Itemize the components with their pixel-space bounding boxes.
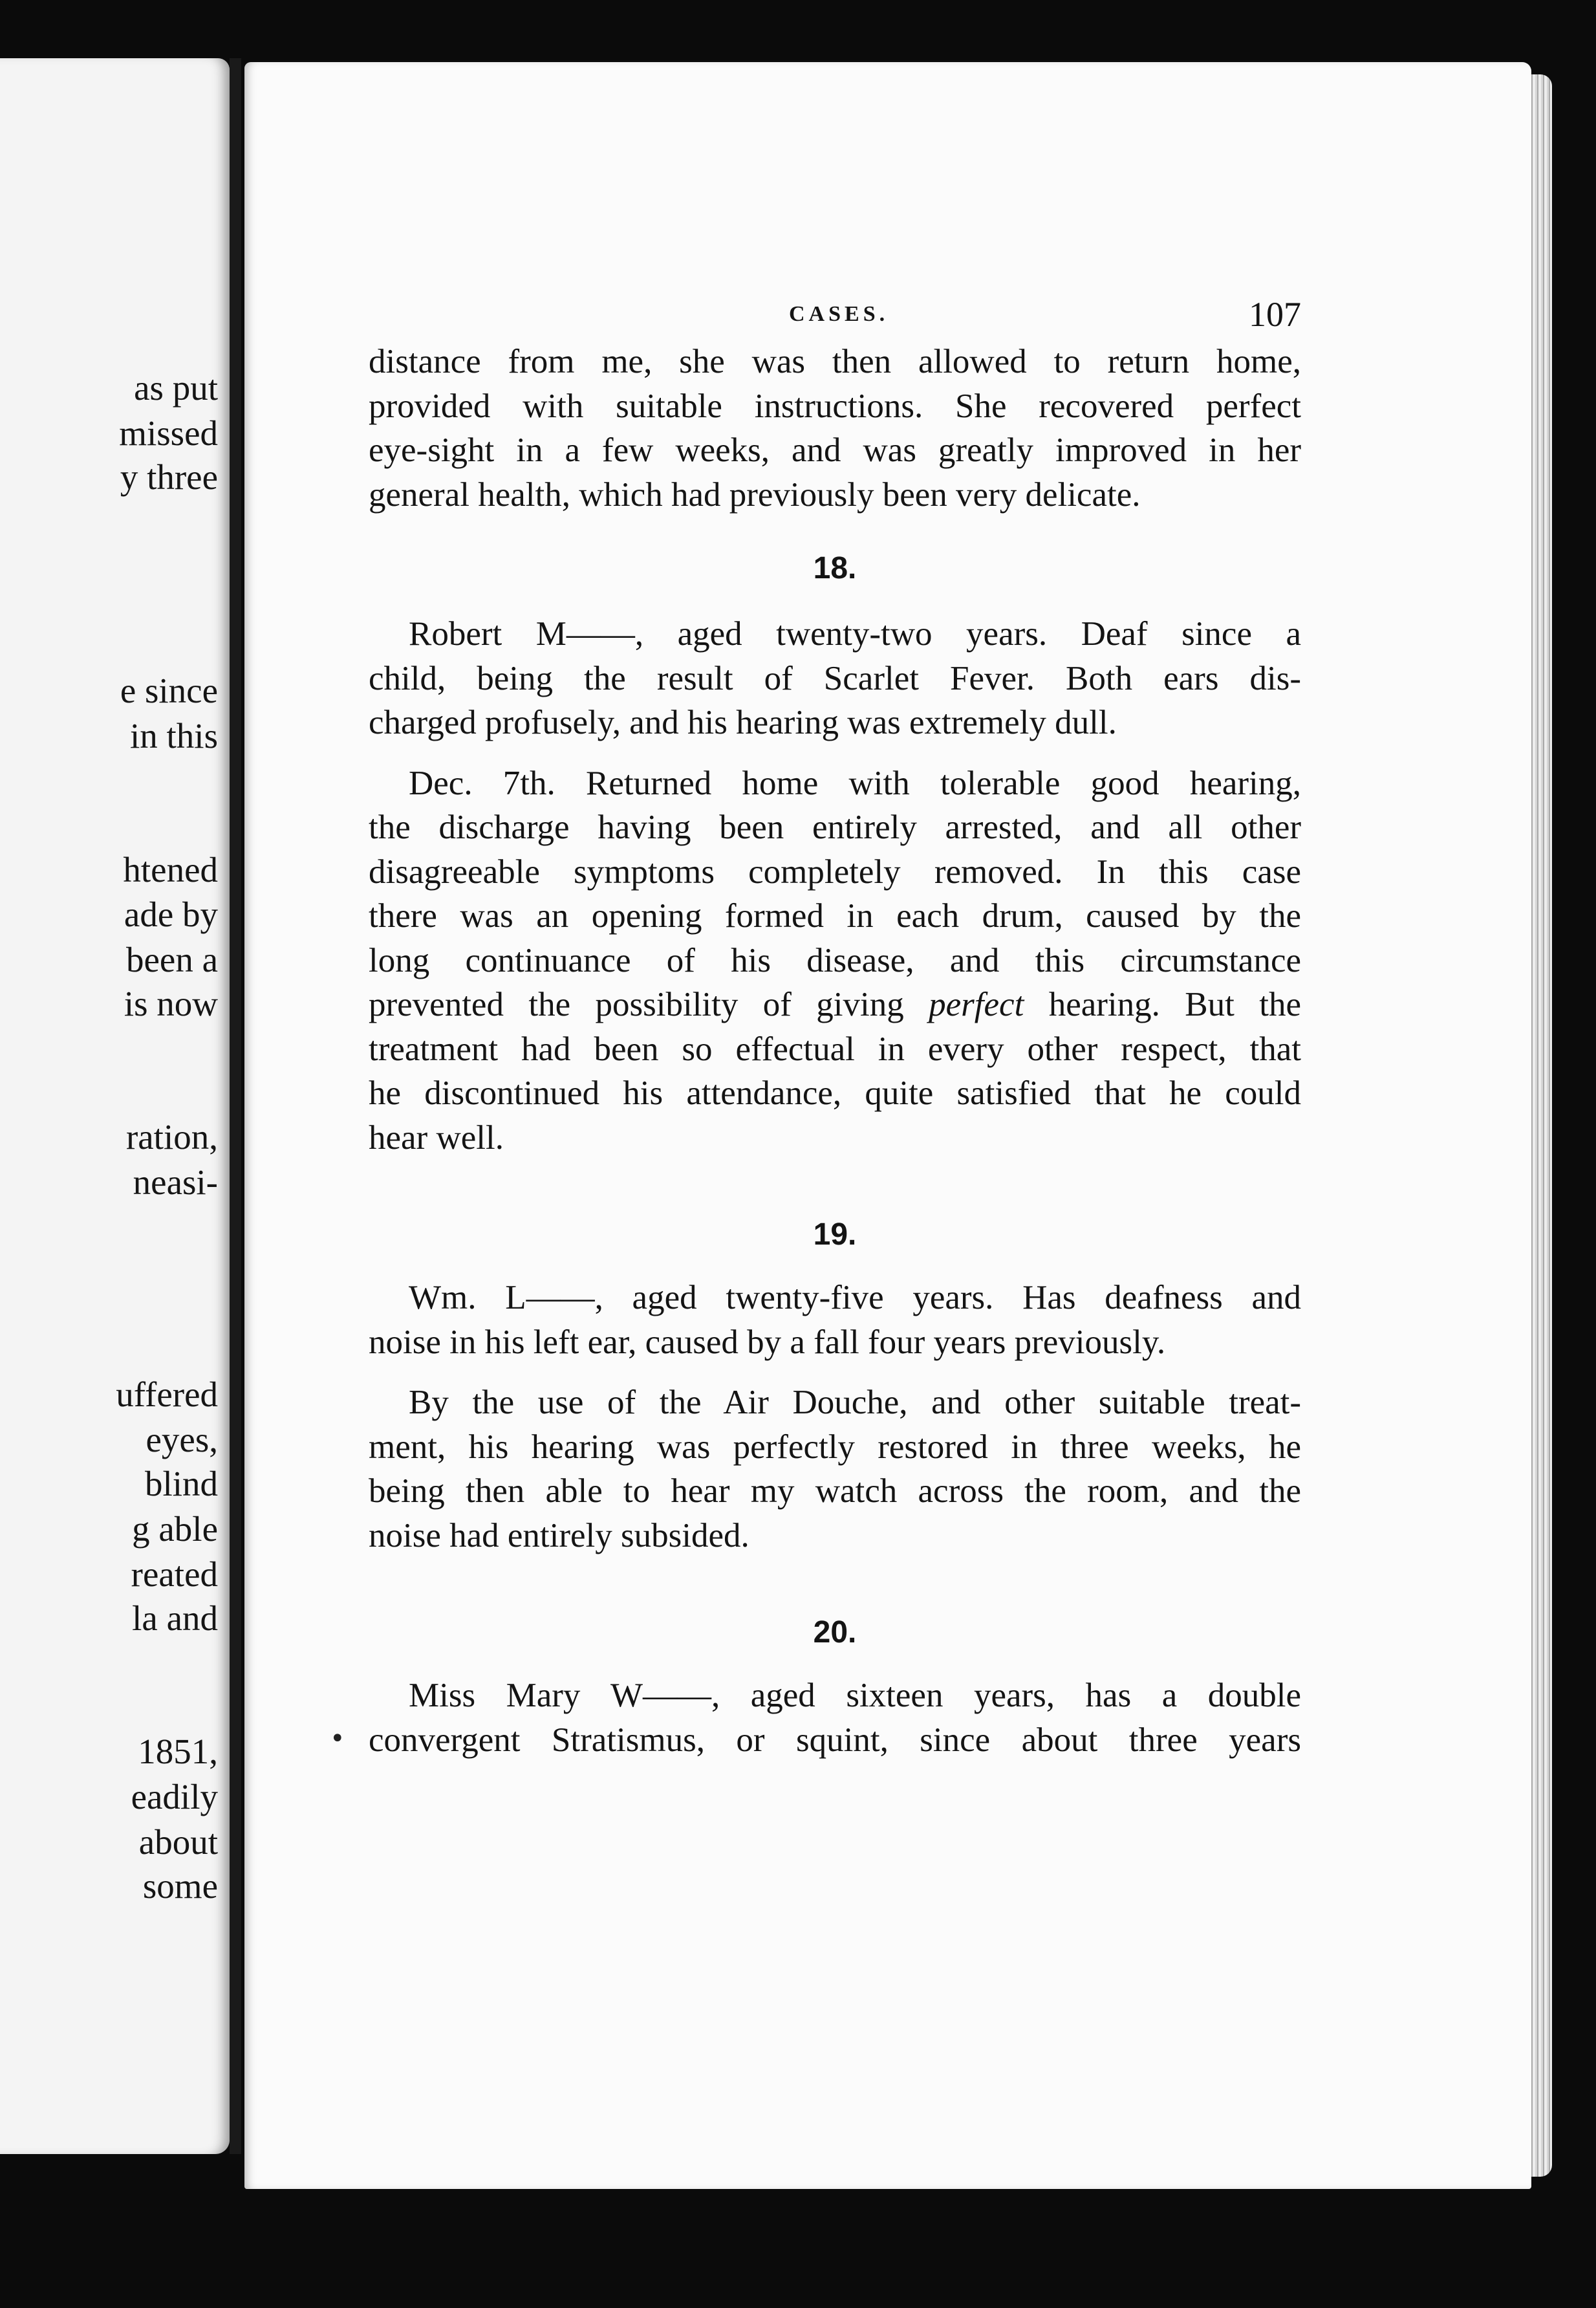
page-number: 107 — [1249, 295, 1301, 334]
text-line: the discharge having been entirely arrested, and all other — [369, 809, 1301, 846]
text-line: provided with suitable instructions. She recovered perfect — [369, 387, 1301, 425]
case-20-paragraph-1 — [369, 1673, 1301, 1762]
left-page-fragment: about — [138, 1822, 218, 1862]
text-line: charged profusely, and his hearing was extremely dull. — [369, 704, 1117, 741]
text-line: Dec. 7th. Returned home with tolerable good hearing, — [409, 764, 1301, 802]
left-page-fragment: ration, — [125, 1117, 218, 1157]
running-header — [369, 294, 1301, 340]
text-line: noise in his left ear, caused by a fall four years previously. — [369, 1323, 1166, 1361]
left-page-fragment: 1851, — [138, 1732, 218, 1771]
left-facing-page — [0, 58, 230, 2154]
left-page-fragment: la and — [132, 1598, 218, 1638]
left-page-fragment: is now — [124, 984, 218, 1023]
case-19-paragraph-1 — [369, 1276, 1301, 1364]
case-18-paragraph-2 — [369, 761, 1301, 1160]
text-line: general health, which had previously been very delicate. — [369, 475, 1141, 514]
margin-mark: • — [330, 1724, 345, 1754]
left-page-fragment: been a — [126, 940, 218, 979]
case-number-18: 18. — [813, 551, 857, 585]
text-line: eye-sight in a few weeks, and was greatly improved in her — [369, 431, 1301, 469]
text-line: hear well. — [369, 1118, 504, 1157]
text-line: prevented the possibility of giving perfect hearing. But the — [369, 986, 1301, 1023]
text-line: child, being the result of Scarlet Fever. Both ears dis- — [369, 659, 1301, 697]
text-line: Robert M——, aged twenty-two years. Deaf since a — [409, 615, 1301, 653]
left-page-fragment: e since — [120, 671, 218, 710]
running-head-title: CASES. — [789, 302, 889, 326]
left-page-fragment: eyes, — [146, 1420, 218, 1459]
case-number-19: 19. — [813, 1217, 857, 1252]
text-line: By the use of the Air Douche, and other suitable treat- — [409, 1384, 1301, 1421]
emphasis: perfect — [929, 986, 1024, 1023]
case-19-paragraph-2 — [369, 1380, 1301, 1558]
left-page-fragment: g able — [132, 1509, 218, 1549]
text-line: Wm. L——, aged twenty-five years. Has deafness and — [409, 1279, 1301, 1316]
left-page-fragment: eadily — [131, 1777, 218, 1816]
text-line: he discontinued his attendance, quite satisfied that he could — [369, 1074, 1301, 1112]
left-page-fragment: reated — [131, 1554, 218, 1594]
left-page-fragment: as put — [134, 368, 218, 408]
left-page-fragment: uffered — [116, 1375, 218, 1414]
text-line: being then able to hear my watch across the room, and the — [369, 1472, 1301, 1510]
text-line: disagreeable symptoms completely removed. In this case — [369, 853, 1301, 891]
left-page-fragment: some — [142, 1866, 218, 1906]
book-spine-gutter — [230, 58, 241, 2154]
left-page-fragment: blind — [144, 1464, 218, 1503]
text-line: ment, his hearing was perfectly restored in three weeks, he — [369, 1428, 1301, 1466]
left-page-fragment: in this — [130, 716, 218, 756]
text-line: noise had entirely subsided. — [369, 1516, 749, 1554]
left-page-fragment: y three — [120, 457, 218, 497]
case-18-paragraph-1 — [369, 612, 1301, 745]
intro-paragraph — [369, 340, 1301, 517]
text-line: Miss Mary W——, aged sixteen years, has a double — [409, 1677, 1301, 1714]
left-page-fragment: missed — [119, 413, 218, 453]
left-page-fragment: neasi- — [133, 1162, 218, 1202]
text-line: there was an opening formed in each drum, caused by the — [369, 897, 1301, 935]
page-text-block — [369, 294, 1301, 1762]
text-line: treatment had been so effectual in every other respect, that — [369, 1030, 1301, 1068]
case-number-20: 20. — [813, 1615, 857, 1649]
left-page-fragment: ade by — [124, 895, 218, 934]
text-line: distance from me, she was then allowed to return home, — [369, 343, 1301, 380]
text-line: long continuance of his disease, and this circumstance — [369, 941, 1301, 979]
left-page-fragment: htened — [123, 850, 218, 889]
text-line: convergent Stratismus, or squint, since about three years — [369, 1721, 1301, 1759]
